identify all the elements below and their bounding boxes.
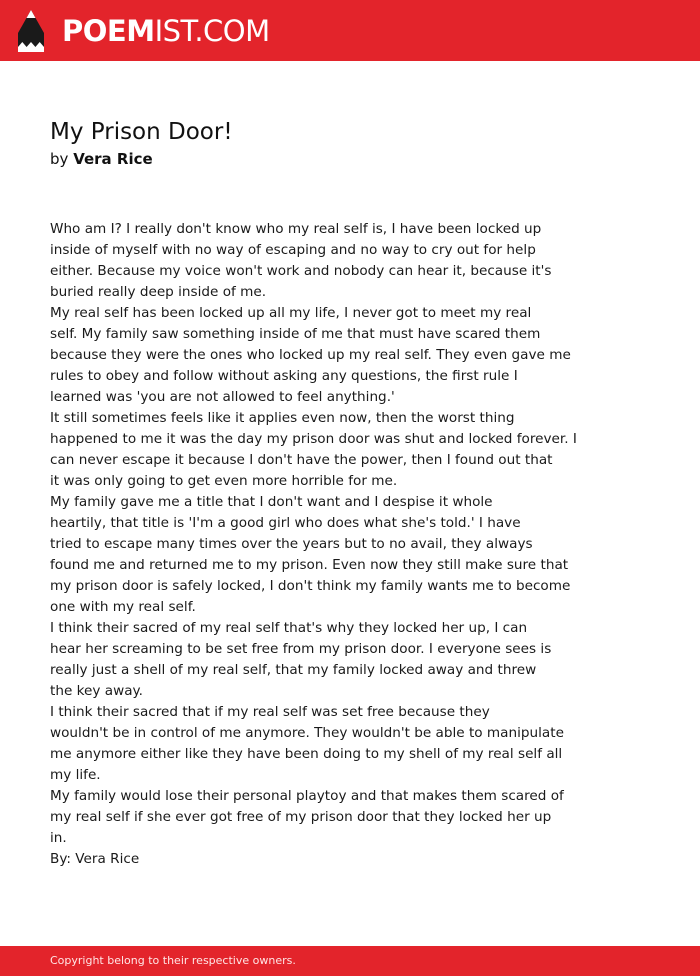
poem-line: I think their sacred of my real self that's why they locked her up, I can (50, 620, 528, 636)
logo-text-strong: POEM (62, 14, 155, 48)
poem-line: buried really deep inside of me. (50, 284, 267, 300)
poem-line: tried to escape many times over the years but to no avail, they always (50, 536, 533, 552)
poem-line: can never escape it because I don't have the power, then I found out that (50, 452, 553, 468)
poem-line: It still sometimes feels like it applies even now, then the worst thing (50, 410, 515, 426)
poem-line: By: Vera Rice (50, 851, 140, 867)
poem-line: My real self has been locked up all my life, I never got to meet my real (50, 305, 532, 321)
author-name: Vera Rice (73, 150, 153, 168)
poem-line: because they were the ones who locked up my real self. They even gave me (50, 347, 571, 363)
by-label: by (50, 150, 69, 168)
poem-line: me anymore either like they have been doing to my shell of my real self all (50, 746, 563, 762)
poem-line: wouldn't be in control of me anymore. They wouldn't be able to manipulate (50, 725, 564, 741)
poem-line: either. Because my voice won't work and nobody can hear it, because it's (50, 263, 552, 279)
poem-line: heartily, that title is 'I'm a good girl who does what she's told.' I have (50, 515, 521, 531)
poem-line: my prison door is safely locked, I don't think my family wants me to become (50, 578, 571, 594)
poem-line: rules to obey and follow without asking any questions, the first rule I (50, 368, 518, 384)
poem-line: the key away. (50, 683, 143, 699)
site-logo[interactable] (62, 13, 270, 49)
pencil-logo-icon[interactable] (17, 9, 45, 53)
poem-line: my life. (50, 767, 101, 783)
poem-line: happened to me it was the day my prison door was shut and locked forever. I (50, 431, 577, 447)
copyright-text: Copyright belong to their respective owners. (50, 954, 296, 967)
site-header (0, 0, 700, 61)
poem-line: found me and returned me to my prison. Even now they still make sure that (50, 557, 569, 573)
poem-body (50, 219, 650, 870)
poem-line: My family gave me a title that I don't want and I despise it whole (50, 494, 493, 510)
poem-title: My Prison Door! (50, 119, 233, 145)
poem-line: I think their sacred that if my real self was set free because they (50, 704, 490, 720)
logo-text-light: IST.COM (154, 14, 270, 48)
poem-line: learned was 'you are not allowed to feel anything.' (50, 389, 395, 405)
poem-line: hear her screaming to be set free from my prison door. I everyone sees is (50, 641, 552, 657)
poem-line: My family would lose their personal playtoy and that makes them scared of (50, 788, 564, 804)
poem-line: my real self if she ever got free of my prison door that they locked her up (50, 809, 552, 825)
poem-line: inside of myself with no way of escaping and no way to cry out for help (50, 242, 536, 258)
poem-line: really just a shell of my real self, that my family locked away and threw (50, 662, 537, 678)
poem-line: self. My family saw something inside of me that must have scared them (50, 326, 541, 342)
poem-line: in. (50, 830, 67, 846)
poem-line: Who am I? I really don't know who my real self is, I have been locked up (50, 221, 542, 237)
poem-line: it was only going to get even more horrible for me. (50, 473, 398, 489)
site-footer (0, 946, 700, 976)
poem-line: one with my real self. (50, 599, 196, 615)
byline (50, 149, 153, 169)
